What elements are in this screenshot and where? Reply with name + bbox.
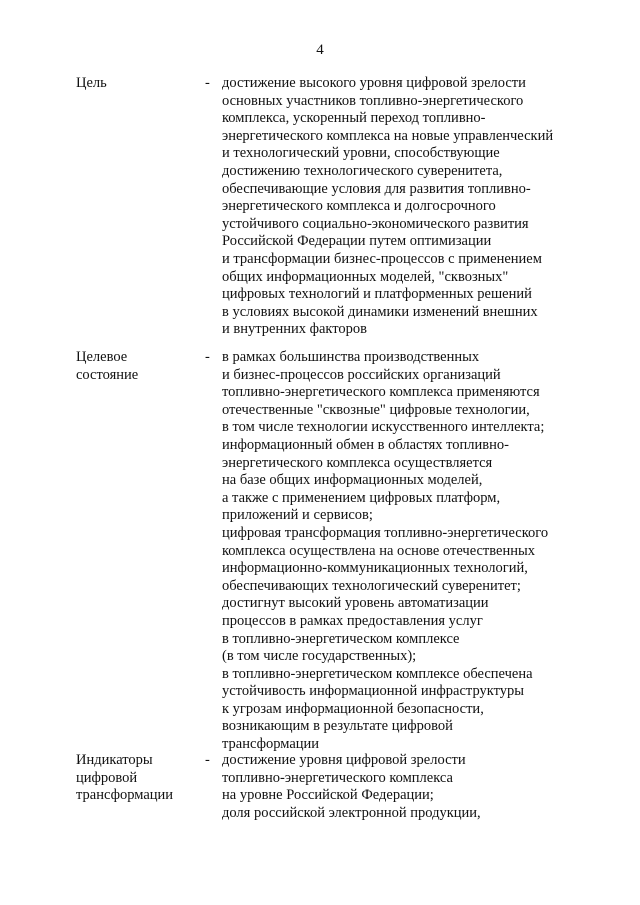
list-dash: - xyxy=(205,752,210,768)
section-label-goal: Цель xyxy=(76,75,107,91)
list-dash: - xyxy=(205,75,210,91)
section-label-indicators: Индикаторы цифровой трансформации xyxy=(76,752,174,804)
section-text-goal: достижение высокого уровня цифровой зрелости основных участников топливно-энергетического комплекса, ускоренный переход топливно- энергетического комплекса на новые управленческий и технологический уровни, способствующие достижению технологического суверенитета, обеспечивающие условия для развития топливно- энергетического комплекса и долгосрочного устойчивого социально-экономического развития Российской Федерации путем оптимизации и трансформации бизнес-процессов с применением общих информационных моделей, "сквозных" цифровых технологий и платформенных решений в условиях высокой динамики изменений внешних и внутренних факторов xyxy=(222,75,554,338)
list-dash: - xyxy=(205,349,210,365)
section-text-indicators: достижение уровня цифровой зрелости топливно-энергетического комплекса на уровне Российской Федерации; доля российской электронной продукции, xyxy=(222,752,481,821)
page-number: 4 xyxy=(316,42,324,58)
section-text-target-state: в рамках большинства производственных и бизнес-процессов российских организаций топливно-энергетического комплекса применяются отечественные "сквозные" цифровые технологии, в том числе технологии искусственного интеллекта; информационный обмен в областях топливно- энергетического комплекса осуществляется на базе общих информационных моделей, а также с применением цифровых платформ, приложений и сервисов; цифровая трансформация топливно-энергетического комплекса осуществлена на основе отечественных информационно-коммуникационных технологий, обеспечивающих технологический суверенитет; достигнут высокий уровень автоматизации процессов в рамках предоставления услуг в топливно-энергетическом комплексе (в том числе государственных); в топливно-энергетическом комплексе обеспечена устойчивость информационной инфраструктуры к угрозам информационной безопасности, возникающим в результате цифровой трансформации xyxy=(222,349,549,753)
section-label-target-state: Целевое состояние xyxy=(76,349,139,383)
